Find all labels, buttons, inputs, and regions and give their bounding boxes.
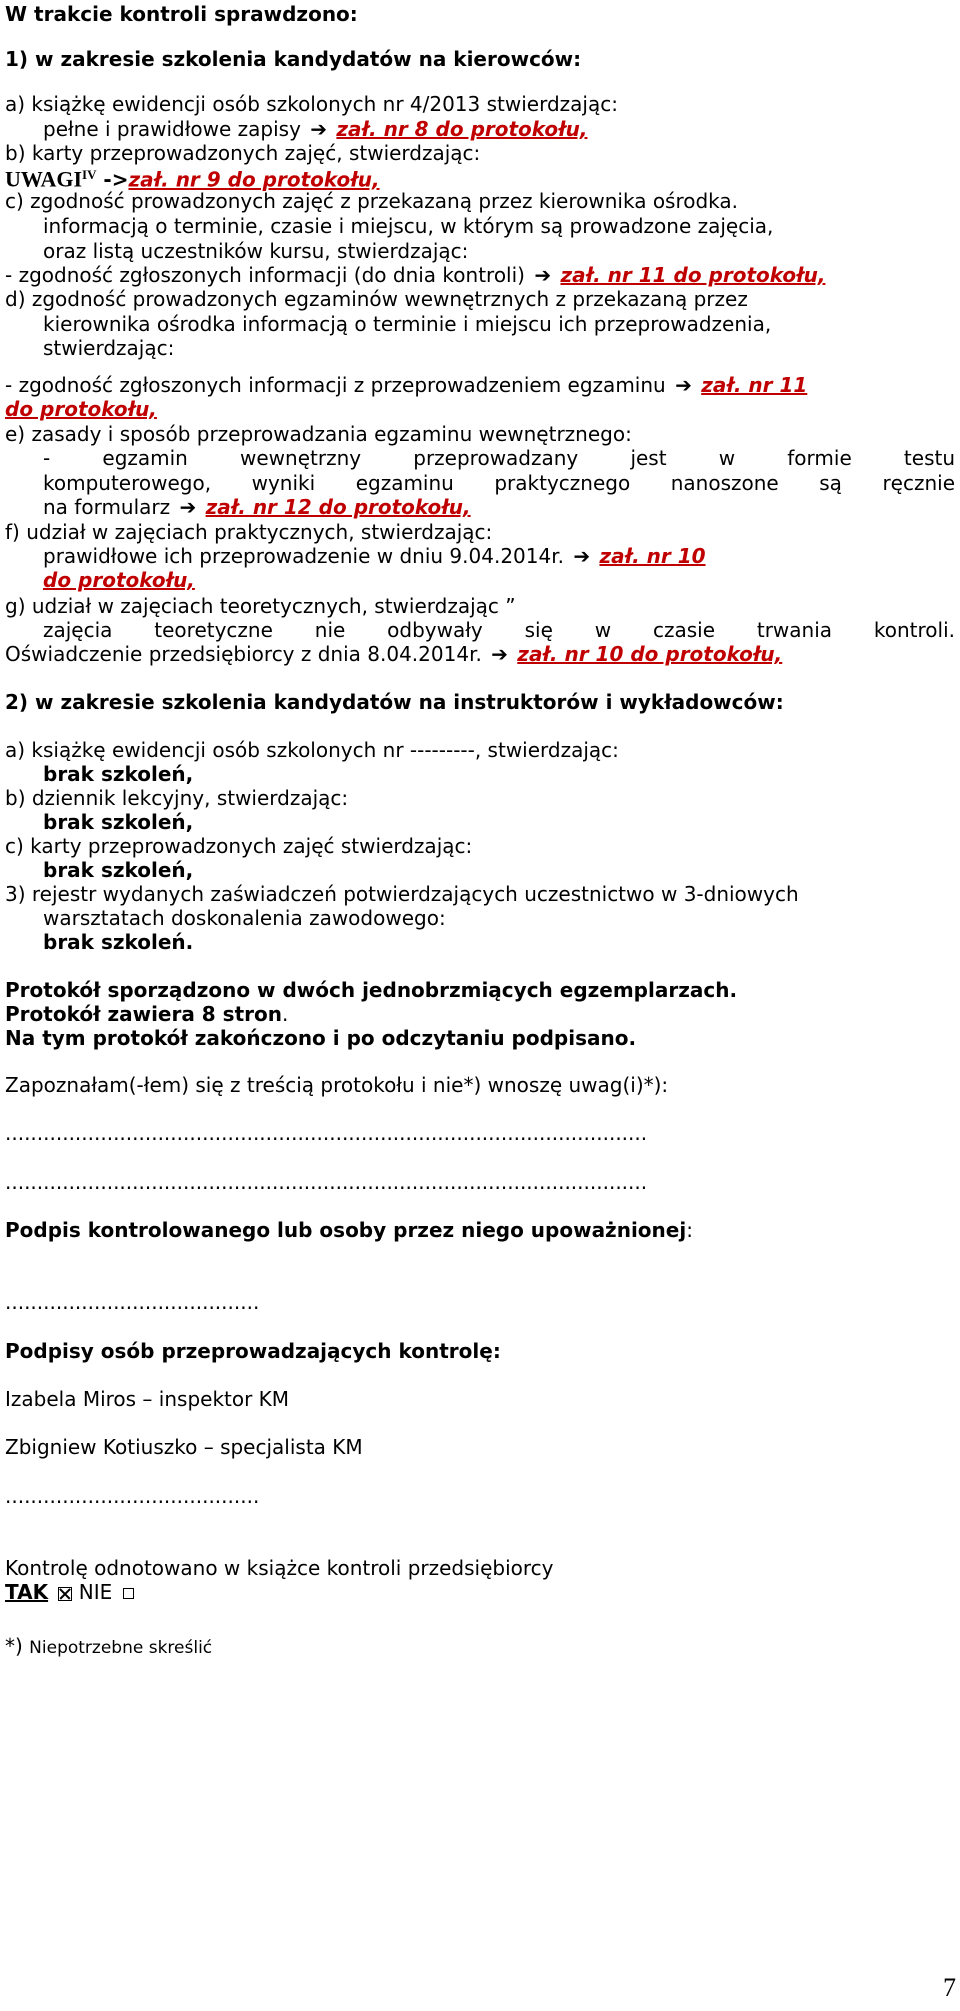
sec1-f-text: prawidłowe ich przeprowadzenie w dniu 9.04.2014r. xyxy=(43,544,564,568)
sec1-c-line3: oraz listą uczestników kursu, stwierdzając: xyxy=(43,239,469,263)
sec1-g-line3 xyxy=(5,642,782,666)
heading: W trakcie kontroli sprawdzono: xyxy=(5,2,358,26)
sec1-d-line2: kierownika ośrodka informacją o terminie i miejscu ich przeprowadzenia, xyxy=(43,312,772,336)
sec1-e-line4 xyxy=(43,495,471,519)
sec1-a-text: pełne i prawidłowe zapisy xyxy=(43,117,301,141)
sec1-c-line1: c) zgodność prowadzonych zajęć z przekazaną przez kierownika ośrodka. xyxy=(5,189,739,213)
inspector-2: Zbigniew Kotiuszko – specjalista KM xyxy=(5,1435,363,1459)
sec1-c-line4 xyxy=(5,263,825,287)
attachment-ref: do protokołu, xyxy=(43,568,195,592)
yes-no-line xyxy=(5,1580,134,1604)
sec1-g-line1: g) udział w zajęciach teoretycznych, stwierdzając ” xyxy=(5,594,516,618)
dotted-line-1: ..................................................................................................... xyxy=(5,1121,648,1145)
sec1-e-line2: - egzamin wewnętrzny przeprowadzany jest w formie testu xyxy=(43,446,955,470)
attachment-ref: zał. nr 8 do protokołu, xyxy=(336,117,588,141)
no-label: NIE xyxy=(78,1580,113,1604)
remarks-label: UWAGI xyxy=(5,166,83,192)
arrow-text: -> xyxy=(96,167,129,192)
sec1-d-line4 xyxy=(5,373,807,397)
closing-line-1: Protokół sporządzono w dwóch jednobrzmiących egzemplarzach. xyxy=(5,978,738,1002)
checked-box-icon[interactable] xyxy=(58,1587,72,1601)
sec2-c-line2: brak szkoleń, xyxy=(43,858,194,882)
sec1-f-line2 xyxy=(43,544,706,568)
sec1-b-line1: b) karty przeprowadzonych zajęć, stwierdzając: xyxy=(5,141,481,165)
attachment-ref: zał. nr 10 xyxy=(599,544,706,568)
sec2-c-line1: c) karty przeprowadzonych zajęć stwierdzając: xyxy=(5,834,473,858)
yes-label: TAK xyxy=(5,1580,49,1604)
signature-controlled-label xyxy=(5,1218,693,1242)
sec1-b-line2 xyxy=(5,163,380,192)
sec1-d-line5 xyxy=(5,397,157,421)
period: . xyxy=(282,1002,289,1026)
sec1-g-line2: zajęcia teoretyczne nie odbywały się w czasie trwania kontroli. xyxy=(43,618,955,642)
closing-line-2 xyxy=(5,1002,288,1026)
sec1-e-text: na formularz xyxy=(43,495,171,519)
arrow-right-icon: ➔ xyxy=(534,263,552,287)
sec2-a-line1: a) książkę ewidencji osób szkolonych nr ---------, stwierdzając: xyxy=(5,738,619,762)
sec1-e-line3: komputerowego, wyniki egzaminu praktycznego nanoszone są ręcznie xyxy=(43,471,955,495)
arrow-right-icon: ➔ xyxy=(179,495,197,519)
sec1-d-text: - zgodność zgłoszonych informacji z przeprowadzeniem egzaminu xyxy=(5,373,666,397)
inspector-1: Izabela Miros – inspektor KM xyxy=(5,1387,290,1411)
sec2-b-line1: b) dziennik lekcyjny, stwierdzając: xyxy=(5,786,349,810)
dotted-line-4: ........................................ xyxy=(5,1484,260,1508)
sec1-f-line1: f) udział w zajęciach praktycznych, stwierdzając: xyxy=(5,520,493,544)
sec1-f-line3 xyxy=(43,568,195,592)
arrow-right-icon: ➔ xyxy=(491,642,508,666)
sec1-e-line1: e) zasady i sposób przeprowadzania egzaminu wewnętrznego: xyxy=(5,422,632,446)
attachment-ref: zał. nr 12 do protokołu, xyxy=(205,495,471,519)
attachment-ref: zał. nr 11 do protokołu, xyxy=(560,263,826,287)
attachment-ref: zał. nr 11 xyxy=(701,373,808,397)
control-noted-line: Kontrolę odnotowano w książce kontroli przedsiębiorcy xyxy=(5,1556,554,1580)
pages-count-text: Protokół zawiera 8 stron xyxy=(5,1002,282,1026)
sec1-c-line2: informacją o terminie, czasie i miejscu, w którym są prowadzone zajęcia, xyxy=(43,214,774,238)
signature-controlled-text: Podpis kontrolowanego lub osoby przez niego upoważnionej xyxy=(5,1218,687,1242)
sec2-d-line2: warsztatach doskonalenia zawodowego: xyxy=(43,906,446,930)
attachment-ref: zał. nr 10 do protokołu, xyxy=(517,642,783,666)
sec2-d-line3: brak szkoleń. xyxy=(43,930,194,954)
dotted-line-2: ..................................................................................................... xyxy=(5,1170,648,1194)
footnote-line xyxy=(5,1634,212,1660)
signature-inspectors-label: Podpisy osób przeprowadzających kontrolę: xyxy=(5,1339,501,1363)
sec1-c-text: - zgodność zgłoszonych informacji (do dnia kontroli) xyxy=(5,263,525,287)
sec2-d-line1: 3) rejestr wydanych zaświadczeń potwierdzających uczestnictwo w 3-dniowych xyxy=(5,882,799,906)
page-number: 7 xyxy=(943,1973,956,2002)
section-2-title: 2) w zakresie szkolenia kandydatów na instruktorów i wykładowców: xyxy=(5,690,784,714)
acknowledgement-line: Zapoznałam(-łem) się z treścią protokołu i nie*) wnoszę uwag(i)*): xyxy=(5,1073,669,1097)
arrow-right-icon: ➔ xyxy=(675,373,692,397)
colon: : xyxy=(686,1218,693,1242)
unchecked-box-icon[interactable] xyxy=(123,1588,134,1599)
sec1-g-text: Oświadczenie przedsiębiorcy z dnia 8.04.2014r. xyxy=(5,642,482,666)
closing-line-3: Na tym protokół zakończono i po odczytaniu podpisano. xyxy=(5,1026,637,1050)
sec2-a-line2: brak szkoleń, xyxy=(43,762,194,786)
sec1-d-line3: stwierdzając: xyxy=(43,336,175,360)
sec1-d-line1: d) zgodność prowadzonych egzaminów wewnętrznych z przekazaną przez xyxy=(5,287,748,311)
attachment-ref: do protokołu, xyxy=(5,397,157,421)
arrow-right-icon: ➔ xyxy=(310,117,328,141)
sec1-a-line2 xyxy=(43,117,587,141)
footnote-text: Niepotrzebne skreślić xyxy=(29,1638,213,1658)
section-1-title: 1) w zakresie szkolenia kandydatów na kierowców: xyxy=(5,47,582,71)
footnote-mark: *) xyxy=(5,1634,23,1658)
sec2-b-line2: brak szkoleń, xyxy=(43,810,194,834)
dotted-line-3: ........................................ xyxy=(5,1290,260,1314)
attachment-ref: zał. nr 9 do protokołu, xyxy=(128,167,380,192)
sec1-a-line1: a) książkę ewidencji osób szkolonych nr 4/2013 stwierdzając: xyxy=(5,92,618,116)
arrow-right-icon: ➔ xyxy=(573,544,591,568)
remarks-superscript: IV xyxy=(82,167,97,182)
